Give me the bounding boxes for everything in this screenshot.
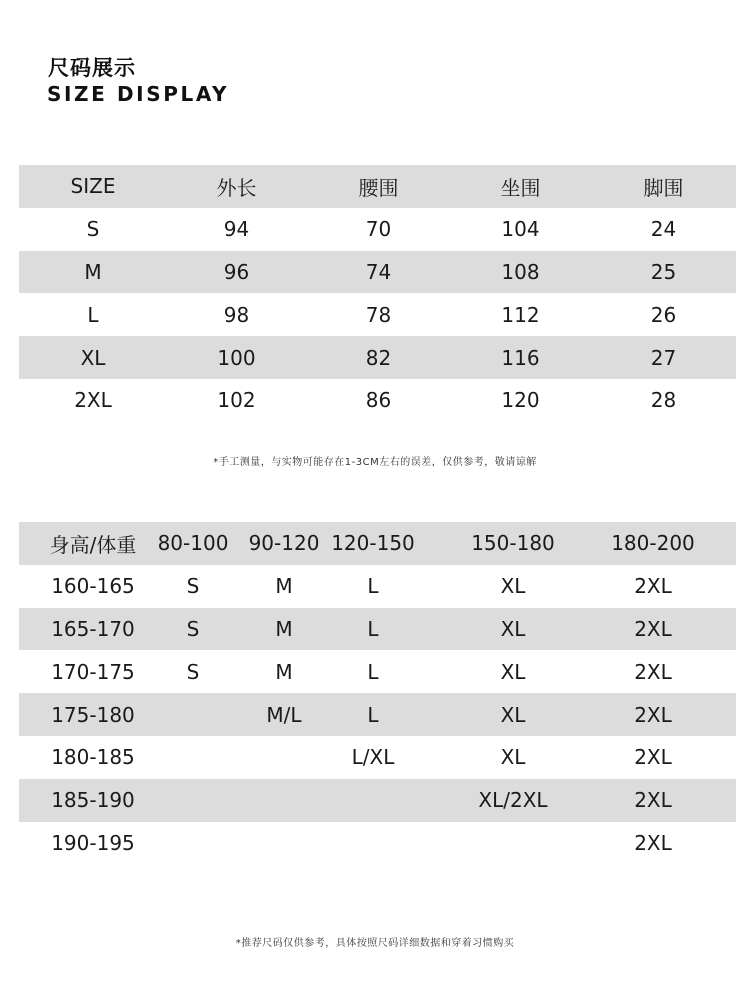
size-recommendation-table	[19, 522, 736, 864]
table-cell: XL	[500, 616, 526, 641]
table-cell: 96	[223, 259, 250, 284]
table-cell: 120	[501, 388, 540, 413]
table-row	[19, 293, 736, 336]
table-cell: XL/2XL	[478, 788, 548, 813]
table-cell	[152, 693, 234, 736]
table-header-row	[19, 165, 736, 208]
table-cell: 86	[365, 388, 392, 413]
table-cell: 25	[650, 259, 677, 284]
table-cell	[326, 779, 420, 822]
recommendation-note: *推荐尺码仅供参考，具体按照尺码详细数据和穿着习惯购买	[235, 938, 515, 949]
table-row	[19, 208, 736, 251]
table-cell: 98	[223, 302, 250, 327]
table-cell: 2XL	[634, 788, 672, 813]
table-cell: 180-185	[51, 745, 135, 770]
table-cell: 175-180	[51, 702, 135, 727]
table-cell: 2XL	[634, 574, 672, 599]
table-cell: L/XL	[351, 745, 395, 770]
table-cell: 2XL	[634, 745, 672, 770]
table-cell: S	[186, 616, 200, 641]
header-cell: SIZE	[70, 174, 116, 199]
header-cell: 80-100	[157, 531, 229, 556]
table-cell	[152, 779, 234, 822]
table-cell: 190-195	[51, 830, 135, 855]
table-cell: 74	[365, 259, 392, 284]
table-cell	[443, 822, 583, 865]
table-cell: 165-170	[51, 616, 135, 641]
table-cell: 94	[223, 217, 250, 242]
table-cell: 2XL	[634, 616, 672, 641]
header-cell: 90-120	[248, 531, 320, 556]
header-cell: 坐围	[500, 175, 541, 200]
table-cell: 82	[365, 345, 392, 370]
title-english: SIZE DISPLAY	[47, 82, 230, 106]
table-cell	[239, 736, 329, 779]
table-cell: L	[367, 702, 379, 727]
table-row	[19, 736, 736, 779]
table-row	[19, 822, 736, 865]
table-cell: M	[275, 574, 293, 599]
title-chinese: 尺码展示	[48, 56, 136, 80]
table-cell: L	[367, 574, 379, 599]
table-cell: 24	[650, 217, 677, 242]
table-cell: XL	[80, 345, 106, 370]
table-row	[19, 379, 736, 422]
table-cell: 102	[217, 388, 256, 413]
table-cell: S	[186, 574, 200, 599]
table-cell: S	[86, 217, 100, 242]
table-cell: XL	[500, 702, 526, 727]
table-cell: 2XL	[634, 830, 672, 855]
table-cell	[152, 736, 234, 779]
table-cell: 160-165	[51, 574, 135, 599]
header-cell: 外长	[216, 175, 257, 200]
header-cell: 身高/体重	[49, 532, 137, 557]
table-cell: M/L	[266, 702, 302, 727]
table-cell: 28	[650, 388, 677, 413]
table-row	[19, 650, 736, 693]
table-cell	[239, 779, 329, 822]
header-cell: 脚围	[643, 175, 684, 200]
table-header-row	[19, 522, 736, 565]
table-row	[19, 608, 736, 651]
table-row	[19, 336, 736, 379]
table-row	[19, 779, 736, 822]
size-measurement-table	[19, 165, 736, 422]
table-cell: S	[186, 659, 200, 684]
table-cell: XL	[500, 745, 526, 770]
table-cell: L	[367, 616, 379, 641]
table-cell: 112	[501, 302, 540, 327]
table-cell: 70	[365, 217, 392, 242]
table-row	[19, 565, 736, 608]
table-cell: 116	[501, 345, 540, 370]
table-cell: 78	[365, 302, 392, 327]
table-cell: L	[367, 659, 379, 684]
header-cell: 180-200	[611, 531, 695, 556]
table-cell: M	[84, 259, 102, 284]
header-cell: 120-150	[331, 531, 415, 556]
table-cell: XL	[500, 659, 526, 684]
header-cell: 150-180	[471, 531, 555, 556]
table-cell: 2XL	[634, 702, 672, 727]
measurement-note: *手工测量，与实物可能存在1-3CM左右的误差，仅供参考，敬请谅解	[213, 457, 537, 468]
table-cell: 2XL	[634, 659, 672, 684]
table-row	[19, 251, 736, 294]
table-cell: 170-175	[51, 659, 135, 684]
table-cell: L	[87, 302, 99, 327]
table-cell: M	[275, 616, 293, 641]
table-cell: 108	[501, 259, 540, 284]
table-cell: 104	[501, 217, 540, 242]
table-cell	[152, 822, 234, 865]
table-cell: M	[275, 659, 293, 684]
header-cell: 腰围	[358, 175, 399, 200]
table-cell: 27	[650, 345, 677, 370]
table-row	[19, 693, 736, 736]
table-cell: 26	[650, 302, 677, 327]
table-cell: 2XL	[74, 388, 112, 413]
table-cell	[239, 822, 329, 865]
table-cell: 185-190	[51, 788, 135, 813]
table-cell: 100	[217, 345, 256, 370]
table-cell: XL	[500, 574, 526, 599]
table-cell	[326, 822, 420, 865]
